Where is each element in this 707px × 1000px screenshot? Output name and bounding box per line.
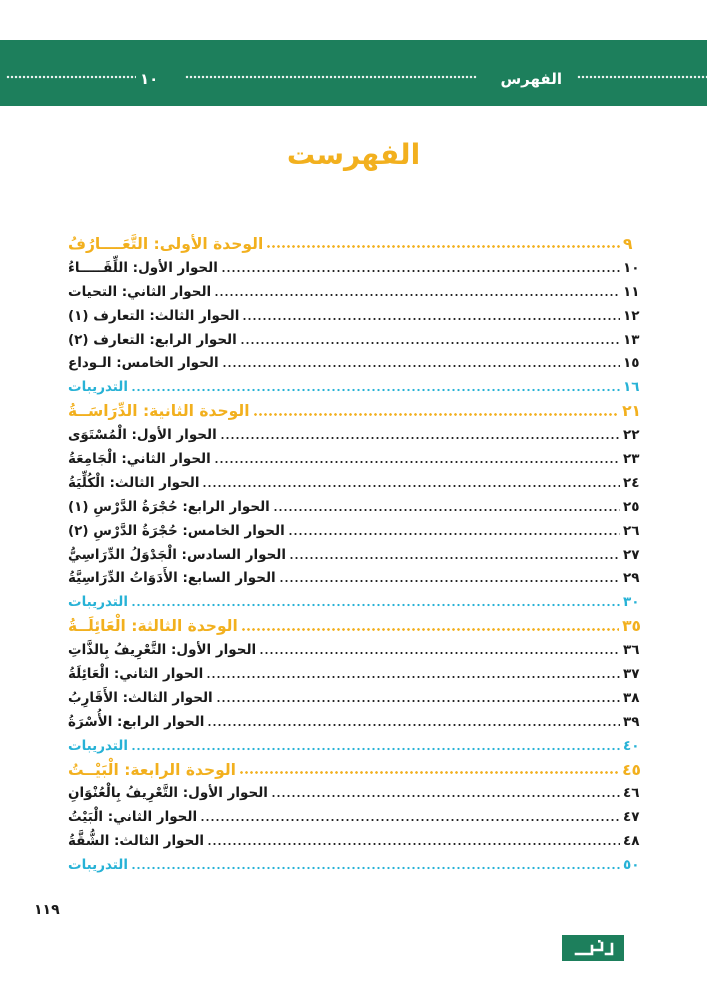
- toc-unit-row[interactable]: [66, 232, 641, 256]
- toc-leader-dots: [222, 364, 620, 368]
- toc-lesson-row[interactable]: [66, 781, 641, 805]
- toc-leader-dots: [221, 269, 620, 273]
- toc-entry-label: الحوار الأول: اللِّقَـــــاءُ: [68, 259, 218, 276]
- toc-page-number: ٤٠: [623, 737, 640, 754]
- toc-page-number: ٣٧: [623, 665, 640, 682]
- toc-leader-dots: [289, 556, 620, 560]
- toc-page-number: ٤٨: [623, 833, 640, 850]
- toc-leader-dots: [279, 579, 620, 583]
- toc-lesson-row[interactable]: [66, 638, 641, 662]
- toc-entry-label: الحوار الرابع: التعارف (٢): [68, 331, 237, 348]
- toc-entry-label: الحوار الرابع: حُجْرَةُ الدَّرْسِ (١): [68, 498, 270, 515]
- toc-leader-dots: [240, 341, 620, 345]
- toc-lesson-row[interactable]: [66, 566, 641, 590]
- toc-page-number: ٣٨: [623, 689, 640, 706]
- toc-leader-dots: [239, 770, 619, 775]
- toc-page-number: ٢٢: [623, 427, 640, 444]
- toc-lesson-row[interactable]: [66, 328, 641, 352]
- header-dots-right: [577, 73, 707, 81]
- toc-page-number: ٢٩: [623, 570, 640, 587]
- toc-entry-label: الوحدة الأولى: التَّعَــــارُفُ: [68, 234, 264, 253]
- toc-lesson-row[interactable]: [66, 829, 641, 853]
- toc-page-number: ٢٧: [623, 546, 640, 563]
- toc-entry-label: الحوار الثالث: الشُّقَّةُ: [68, 833, 205, 850]
- toc-lesson-row[interactable]: [66, 471, 641, 495]
- toc-leader-dots: [131, 388, 620, 392]
- toc-unit-row[interactable]: [66, 758, 641, 782]
- toc-lesson-row[interactable]: [66, 256, 641, 280]
- toc-leader-dots: [202, 484, 620, 488]
- toc-entry-label: الحوار الخامس: الـوداع: [68, 355, 219, 372]
- toc-entry-label: التدريبات: [68, 379, 128, 396]
- toc-leader-dots: [242, 317, 620, 321]
- toc-lesson-row[interactable]: [66, 423, 641, 447]
- toc-lesson-row[interactable]: [66, 304, 641, 328]
- toc-lesson-row[interactable]: [66, 495, 641, 519]
- toc-entry-label: الحوار الثاني: الْبَيْتُ: [68, 809, 198, 826]
- toc-page-number: ١١: [623, 283, 640, 300]
- toc-page-number: ٣٥: [622, 617, 641, 636]
- header-bar: [0, 40, 707, 106]
- toc-page-number: ٣٩: [623, 713, 640, 730]
- toc-page-number: ١٢: [623, 307, 640, 324]
- toc-lesson-row[interactable]: [66, 280, 641, 304]
- toc-page-number: ٢٥: [623, 498, 640, 515]
- toc-leader-dots: [216, 699, 620, 703]
- toc-page-number: ١٥: [623, 355, 640, 372]
- toc-leader-dots: [273, 508, 620, 512]
- toc-page-number: ٢١: [622, 402, 641, 421]
- page-title: الفهرست: [286, 138, 421, 171]
- toc-leader-dots: [220, 436, 620, 440]
- toc-entry-label: الحوار الخامس: حُجْرَةُ الدَّرْسِ (٢): [68, 522, 285, 539]
- toc-drill-row[interactable]: [66, 590, 641, 614]
- toc-entry-label: الحوار الثالث: التعارف (١): [68, 307, 240, 324]
- toc-page-number: ٩: [623, 234, 633, 253]
- toc-entry-label: الحوار الأول: التَّعْرِيفُ بِالْعُنْوَانِ: [68, 785, 268, 802]
- toc-page-number: ٤٥: [622, 760, 641, 779]
- toc-page-number: ٤٦: [623, 785, 640, 802]
- toc-leader-dots: [207, 723, 620, 727]
- toc-leader-dots: [288, 532, 620, 536]
- toc-entry-label: الحوار الأول: الْمُسْتَوَى: [68, 427, 217, 444]
- toc-drill-row[interactable]: [66, 734, 641, 758]
- toc-entry-label: الوحدة الثانية: الدِّرَاسَــةُ: [68, 402, 250, 421]
- toc-entry-label: الحوار الثاني: الْعَائِلَةُ: [68, 665, 204, 682]
- toc-entry-label: الحوار الثاني: التحيات: [68, 283, 212, 300]
- toc-unit-row[interactable]: [66, 614, 641, 638]
- header-page-number: ١٠: [140, 70, 159, 88]
- header-title: الفهرس: [500, 70, 562, 88]
- toc-page-number: ٢٤: [623, 474, 640, 491]
- toc-leader-dots: [131, 747, 620, 751]
- footer-page-number: ١١٩: [34, 902, 60, 918]
- toc-leader-dots: [259, 651, 620, 655]
- toc-lesson-row[interactable]: [66, 447, 641, 471]
- toc-lesson-row[interactable]: [66, 351, 641, 375]
- toc-entry-label: الحوار الرابع: الأُسْرَةُ: [68, 713, 205, 730]
- toc-page-number: ١٠: [623, 259, 640, 276]
- toc-entry-label: التدريبات: [68, 737, 128, 754]
- toc-lesson-row[interactable]: [66, 805, 641, 829]
- toc-lesson-row[interactable]: [66, 519, 641, 543]
- toc-leader-dots: [271, 794, 620, 798]
- toc-leader-dots: [214, 460, 620, 464]
- toc-leader-dots: [241, 627, 619, 632]
- toc-entry-label: الحوار الثاني: الْجَامِعَةُ: [68, 450, 211, 467]
- table-of-contents: [66, 232, 641, 877]
- toc-unit-row[interactable]: [66, 399, 641, 423]
- toc-entry-label: الحوار الأول: التَّعْرِيفُ بِالذَّاتِ: [68, 642, 257, 659]
- toc-entry-label: الوحدة الثالثة: الْعَائِلَــةُ: [68, 617, 238, 636]
- toc-entry-label: الحوار السادس: الْجَدْوَلُ الدِّرَاسِيُّ: [68, 546, 287, 563]
- toc-entry-label: الحوار الثالث: الأَقَارِبُ: [68, 689, 213, 706]
- publisher-logo-icon: [562, 935, 624, 961]
- toc-leader-dots: [214, 293, 620, 297]
- toc-entry-label: الحوار الثالث: الْكُلِّيَةُ: [68, 474, 200, 491]
- toc-lesson-row[interactable]: [66, 662, 641, 686]
- toc-lesson-row[interactable]: [66, 710, 641, 734]
- toc-page-number: ١٦: [623, 379, 640, 396]
- toc-entry-label: الوحدة الرابعة: الْبَيْــتُ: [68, 760, 236, 779]
- toc-leader-dots: [207, 842, 620, 846]
- toc-lesson-row[interactable]: [66, 543, 641, 567]
- toc-page-number: ٣٦: [623, 642, 640, 659]
- toc-page-number: ٢٣: [623, 450, 640, 467]
- toc-lesson-row[interactable]: [66, 686, 641, 710]
- toc-drill-row[interactable]: [66, 853, 641, 877]
- toc-drill-row[interactable]: [66, 375, 641, 399]
- toc-leader-dots: [131, 603, 620, 607]
- toc-page-number: ٢٦: [623, 522, 640, 539]
- toc-entry-label: التدريبات: [68, 594, 128, 611]
- toc-leader-dots: [253, 412, 620, 417]
- toc-page-number: ٣٠: [623, 594, 640, 611]
- toc-page-number: ٤٧: [623, 809, 640, 826]
- toc-page-number: ١٣: [623, 331, 640, 348]
- toc-entry-label: التدريبات: [68, 857, 128, 874]
- header-dots-left: [6, 73, 136, 81]
- header-dots-middle: [185, 73, 477, 81]
- toc-leader-dots: [200, 818, 620, 822]
- toc-leader-dots: [131, 866, 620, 870]
- toc-entry-label: الحوار السابع: الأَدَوَاتُ الدِّرَاسِيَّةُ: [68, 570, 276, 587]
- toc-leader-dots: [206, 675, 620, 679]
- toc-page-number: ٥٠: [623, 857, 640, 874]
- toc-leader-dots: [266, 244, 620, 249]
